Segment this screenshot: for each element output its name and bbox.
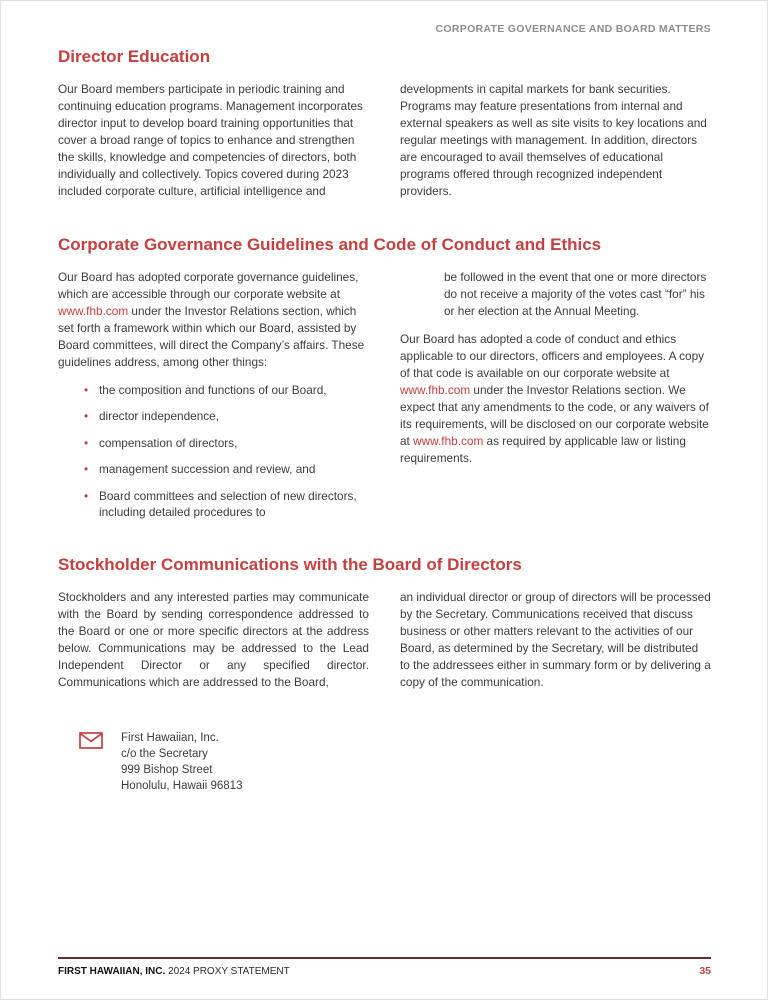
right-column — [400, 269, 711, 531]
footer-doc-name: 2024 PROXY STATEMENT — [165, 966, 290, 977]
address-line: c/o the Secretary — [121, 747, 208, 760]
running-header — [58, 23, 711, 35]
paragraph: an individual director or group of directors will be processed by the Secretary. Communications received that discuss business or other matters relevant to the activities of our Board, as determined by the Secretary, will be distributed to the addressees either in summary form or by delivering a copy of the communication. — [400, 589, 711, 689]
fhb-website-link[interactable]: www.fhb.com — [400, 382, 471, 397]
footer-company-name: FIRST HAWAIIAN, INC. — [58, 966, 166, 977]
bullet-text: the composition and functions of our Board, — [99, 382, 327, 397]
paragraph: developments in capital markets for bank securities. Programs may feature presentations from internal and external speakers as well as site visits to key locations and regular meetings with management. In addition, directors are encouraged to avail themselves of educational programs offered through recognized independent providers. — [400, 82, 707, 198]
fhb-website-link[interactable]: www.fhb.com — [58, 303, 129, 318]
paragraph: Our Board members participate in periodic training and continuing education programs. Management incorporates director input to develop board training opportunities that cover a broad range of topics to enhance and strengthen the skills, knowledge and competencies of directors, both individually and collectively. Topics covered during 2023 included corporate culture, artificial intelligence and — [58, 82, 363, 198]
bullet-item — [84, 488, 369, 521]
section-heading-stockholder-communications: Stockholder Communications with the Board of Directors — [58, 554, 522, 574]
section-governance-guidelines — [58, 235, 711, 531]
envelope-icon — [79, 732, 103, 749]
running-header-text: CORPORATE GOVERNANCE AND BOARD MATTERS — [435, 23, 711, 35]
address-lines — [121, 730, 242, 794]
two-column-layout — [58, 269, 711, 531]
footer-document-title — [58, 966, 290, 977]
page-footer — [58, 957, 711, 977]
left-column — [58, 589, 369, 702]
bullet-text: Board committees and selection of new directors, including detailed procedures to — [99, 488, 357, 520]
bullet-text: director independence, — [99, 409, 220, 424]
bullet-text: management succession and review, and — [99, 462, 316, 477]
address-line: First Hawaiian, Inc. — [121, 731, 219, 744]
paragraph-text: under the Investor Relations section, which set forth a framework within which our Board, assisted by Board committees, will direct the Company’s affairs. These guidelines address, among other things: — [58, 303, 365, 369]
mailing-address-block — [79, 730, 711, 794]
right-column — [400, 81, 711, 211]
bullet-item — [84, 382, 369, 399]
paragraph: Stockholders and any interested parties may communicate with the Board by sending correspondence addressed to the Board or one or more specific directors at the address below. Communications may be addressed to the Lead Independent Director or any specified director. Communications which are addressed to the Board, — [58, 589, 369, 689]
two-column-layout — [58, 589, 711, 702]
guidelines-bullet-list — [84, 382, 369, 521]
section-heading-governance-guidelines: Corporate Governance Guidelines and Code of Conduct and Ethics — [58, 234, 602, 254]
paragraph-text: under the Investor Relations section. We expect that any amendments to the code, or any waivers of its requirements, will be disclosed on our corporate website at — [400, 382, 709, 448]
address-line: Honolulu, Hawaii 96813 — [121, 780, 243, 793]
address-line: 999 Bishop Street — [121, 763, 213, 776]
bullet-text: compensation of directors, — [99, 435, 238, 450]
section-heading-director-education: Director Education — [58, 47, 211, 66]
paragraph-text: Our Board has adopted corporate governance guidelines, which are accessible through our corporate website at — [58, 269, 359, 301]
paragraph-text: as required by applicable law or listing requirements. — [400, 433, 686, 465]
bullet-item — [84, 408, 369, 425]
paragraph-text: Our Board has adopted a code of conduct and ethics applicable to our directors, officers and employees. A copy of that code is available on our corporate website at — [400, 331, 705, 380]
two-column-layout — [58, 81, 711, 211]
left-column — [58, 81, 369, 211]
paragraph — [58, 269, 369, 371]
fhb-website-link[interactable]: www.fhb.com — [413, 433, 484, 448]
bullet-continuation-paragraph: be followed in the event that one or more directors do not receive a majority of the votes cast “for” his or her election at the Annual Meeting. — [444, 269, 707, 318]
bullet-item — [84, 461, 369, 478]
right-column — [400, 589, 711, 702]
page-number: 35 — [699, 965, 711, 977]
bullet-item — [84, 435, 369, 452]
left-column — [58, 269, 369, 531]
section-stockholder-communications — [58, 555, 711, 794]
paragraph — [400, 331, 711, 467]
section-director-education — [58, 47, 711, 211]
